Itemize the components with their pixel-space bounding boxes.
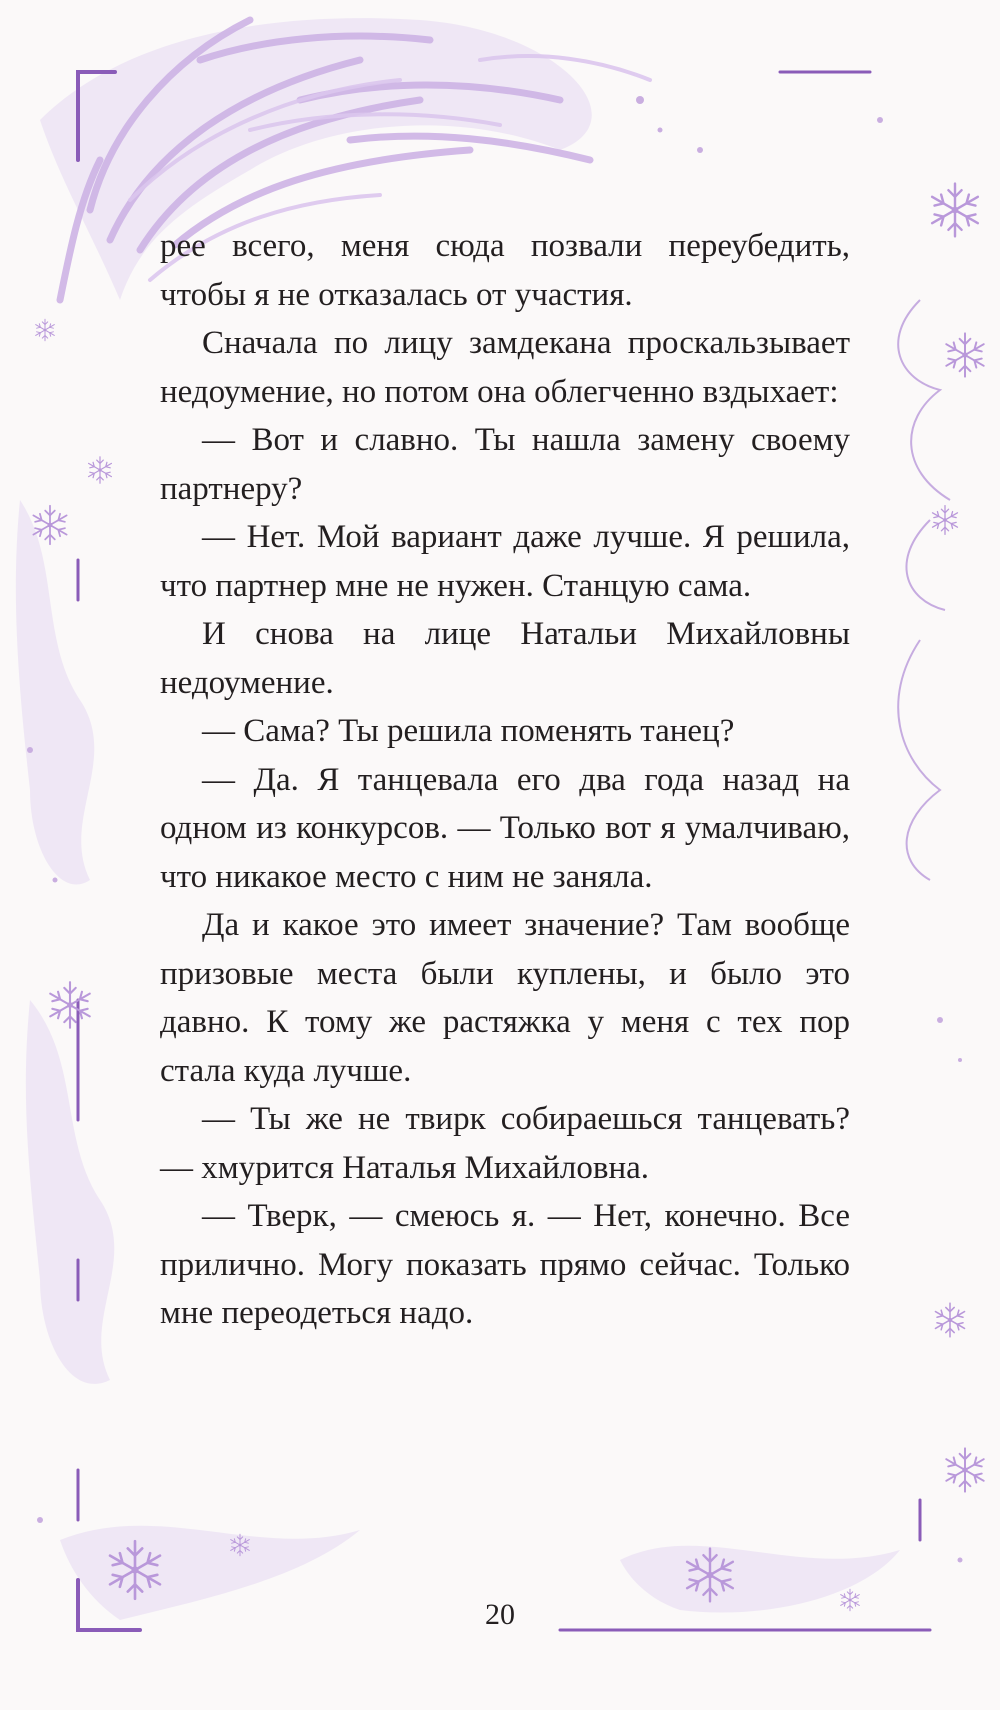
paragraph: — Вот и славно. Ты нашла замену своему партнеру?	[160, 422, 850, 507]
page-number: 20	[485, 1598, 515, 1631]
paragraph: — Ты же не твирк собираешься танцевать? — хмурится Наталья Михайловна.	[160, 1101, 850, 1186]
paragraph: И снова на лице Натальи Михайловны недоумение.	[160, 616, 850, 701]
paragraph: Да и какое это имеет значение? Там вообще призовые места были куплены, и было это давно. К тому же растяжка у меня с тех пор стала куда лучше.	[160, 907, 850, 1089]
paragraph: рее всего, меня сюда позвали переубедить, чтобы я не отказалась от участия.	[160, 228, 850, 313]
page-body-text	[160, 222, 850, 1338]
paragraph: — Сама? Ты решила поменять танец?	[202, 713, 735, 749]
paragraph: — Тверк, — смеюсь я. — Нет, конечно. Все прилично. Могу показать прямо сейчас. Только мне переодеться надо.	[160, 1198, 850, 1331]
paragraph: — Нет. Мой вариант даже лучше. Я решила, что партнер мне не нужен. Станцую сама.	[160, 519, 850, 604]
paragraph: — Да. Я танцевала его два года назад на одном из конкурсов. — Только вот я умалчиваю, что никакое место с ним не заняла.	[160, 761, 850, 895]
paragraph: Сначала по лицу замдекана проскальзывает недоумение, но потом она облегченно вздыхает:	[160, 325, 850, 410]
